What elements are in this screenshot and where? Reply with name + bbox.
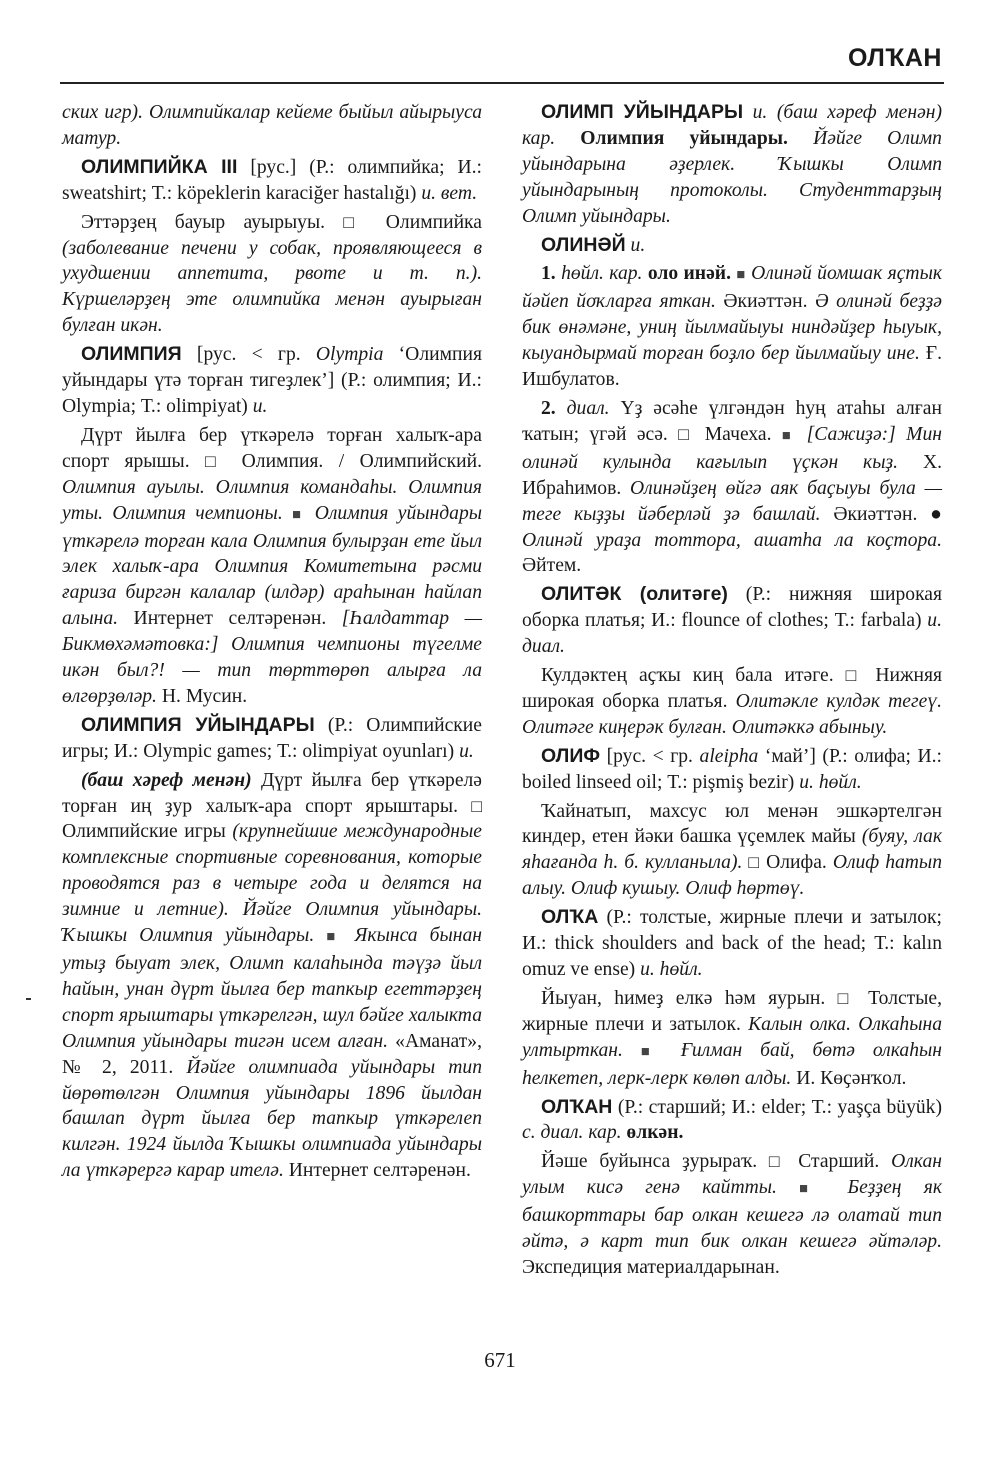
entry-olkan: ОЛҠАН (Р.: старший; И.: elder; Т.: yaşça büyük) с. диал. кар. өлкән.: [522, 1095, 942, 1144]
entry-olimpiya: ОЛИМПИЯ [рус. < гр. Olympia ‘Олимпия уйындары үтә торған тигеҙлек’] (Р.: олимпия; И.: Olympia; Т.: olimpiyat) и.: [62, 343, 482, 417]
left-column: [62, 100, 482, 1187]
sense-olimpiya-uyyndary: (баш хәреф менән) Дүрт йылға бер үткәрелә торған иң ҙур халыҡ-ара спорт ярыштары. □ Олимпийские игры (крупнейшие международные комплексные спортивные соревнования, которые проводятся раз в четыре года и делятся на зимние и летние). Йәйге Олимпия уйындары. Ҡышкы Олимпия уйындары. ■ Якынса бынан утыҙ быуат элек, Олимп калаһында тәүҙә йыл һайын, унан дүрт йылға бер тапкыр егеттәрҙең спорт ярыштары үткәрелгән, шул бәйге халыкта Олимпия уйындары тигән исем алған. «Аманат», № 2, 2011. Йәйге олимпиада уйындары тип йөрөтөлгән Олимпия уйындары 1896 йылдан башлап дүрт йылға бер тапкыр үткәрелеп килгән. 1924 йылда Ҡышкы олимпиада уйындары ла үткәрергә карар ителә. Интернет селтәренән.: [62, 769, 483, 1182]
margin-mark: [26, 998, 31, 1000]
sense-olimpiyka: Эттәрҙең бауыр ауырыуы. □ Олимпийка (заболевание печени у собак, проявляющееся в ухудшении аппетита, рвоте и т. п.). Күршеләрҙең эте олимпийка менән ауырыған булған икән.: [62, 211, 482, 337]
running-head: ОЛҠАН: [847, 44, 942, 72]
headword: ОЛҠА: [541, 906, 599, 929]
headword: ОЛИМПИЯ: [81, 343, 182, 366]
headword: ОЛҠАН: [541, 1095, 613, 1118]
entry-olimpiya-uyyndary: ОЛИМПИЯ УЙЫНДАРЫ (Р.: Олимпийские игры; И.: Olympic games; Т.: olimpiyat oyunları) и.: [62, 713, 482, 762]
headword: ОЛИТӘК (олитәге): [541, 583, 728, 606]
headword: ОЛИМПИЯ УЙЫНДАРЫ: [81, 713, 315, 736]
entry-olimpiyka: ОЛИМПИЙКА III [рус.] (Р.: олимпийка; И.: sweatshirt; Т.: köpeklerin karaciğer hastalığı) и. вет.: [62, 155, 482, 204]
header-rule: [60, 82, 944, 84]
sense-olka: Йыуан, һимеҙ елкә һәм яурын. □ Толстые, жирные плечи и затылок. Калын олка. Олкаһына ултырткан. ■ Ғилман бай, бөтә олкаһын һелкетеп, лерк-лерк көлөп алды. И. Көҫәнҡол.: [522, 987, 942, 1089]
right-column: [522, 100, 942, 1284]
headword: ОЛИНӘЙ: [541, 233, 626, 256]
headword: ОЛИФ: [541, 744, 601, 767]
sense-olkan: Йәше буйынса ҙурыраҡ. □ Старший. Олкан улым кисә генә кайтты. ■ Беҙҙең як башкорттары бар олкан кешегә лә олатай тип әйтә, ә карт тип бик олкан кешегә әйтәләр. Экспедиция материалдарынан.: [522, 1151, 942, 1278]
sense-olimpiya: Дүрт йылға бер үткәрелә торған халыҡ-ара спорт ярышы. □ Олимпия. / Олимпийский. Олимпия ауылы. Олимпия командаһы. Олимпия уты. Олимпия чемпионы. ■ Олимпия уйындары үткәрелә торған кала Олимпия булырҙан ете йыл элек халыҡ-ара Олимпия Комитетына рәсми ғариза биргән калалар (илдәр) араһынан һайлап алына. Интернет селтәренән. [Һалдаттар — Бикмөхәмәтовка:] Олимпия чемпионы түгелме икән был?! — тип төрттөрөп алырға ла өлгөрҙөләр. Н. Мусин.: [62, 424, 483, 707]
entry-olinay: ОЛИНӘЙ и.: [541, 233, 646, 256]
sense-olif: Ҡайнатып, махсус юл менән эшкәртелгән киндер, етен йәки башка үҫемлек майы (буяу, лак яһағанда һ. б. кулланыла). □ Олифа. Олиф һатып алыу. Олиф кушыу. Олиф һөртөү.: [522, 800, 942, 900]
entry-olimp-uyyndary: ОЛИМП УЙЫНДАРЫ и. (баш хәреф менән) кар. Олимпия уйындары. Йәйге Олимп уйындарына әҙерлек. Ҡышкы Олимп уйындарының протоколы. Студенттарҙың Олимп уйындары.: [522, 101, 943, 227]
entry-olif: ОЛИФ [рус. < гр. aleipha ‘май’] (Р.: олифа; И.: boiled linseed oil; Т.: pişmiş bezir) и. һөйл.: [522, 744, 942, 793]
headword: ОЛИМП УЙЫНДАРЫ: [541, 101, 744, 123]
sense-olinay-2: 2. диал. Үҙ әсәһе үлгәндән һуң атаһы алған ҡатын; үгәй әсә. □ Мачеха. ■ [Сажиҙә:] Мин олинәй кулында кағылып үҫкән кыҙ. Х. Ибраһимов. Олинәйҙең өйгә аяк баҫыуы була — теге кыҙҙы йәберләй ҙә башлай. Әкиәттән. ● Олинәй ураҙа тоттора, ашатһа ла коҫтора. Әйтем.: [522, 397, 943, 577]
entry-olitak: ОЛИТӘК (олитәге) (Р.: нижняя широкая оборка платья; И.: flounce of clothes; Т.: farbala) и. диал.: [522, 583, 942, 658]
entry-continuation: ских игр). Олимпийкалар кейеме быйыл айырыуса матур.: [62, 102, 482, 149]
entry-olka: ОЛҠА (Р.: толстые, жирные плечи и затылок; И.: thick shoulders and back of the head; Т.: kalın omuz ve ense) и. һөйл.: [522, 906, 942, 980]
sense-olinay-1: 1. һөйл. кар. оло инәй. ■ Олинәй йомшак яҫтык йәйеп йоҡларға яткан. Әкиәттән. Ә олинәй беҙҙә бик өнәмәне, униң йылмайыуы ниндәйҙер һыуык, кыуандырмай торған боҙло бер йылмайыу ине. Ғ. Ишбулатов.: [522, 263, 943, 391]
headword: ОЛИМПИЙКА III: [81, 155, 238, 178]
page-number: 671: [484, 1348, 516, 1372]
sense-olitak: Кулдәктең аҫҡы киң бала итәге. □ Нижняя широкая оборка платья. Олитәкле кулдәк тегеү. Олитәге киңерәк булған. Олитәккә абыныу.: [522, 665, 942, 738]
